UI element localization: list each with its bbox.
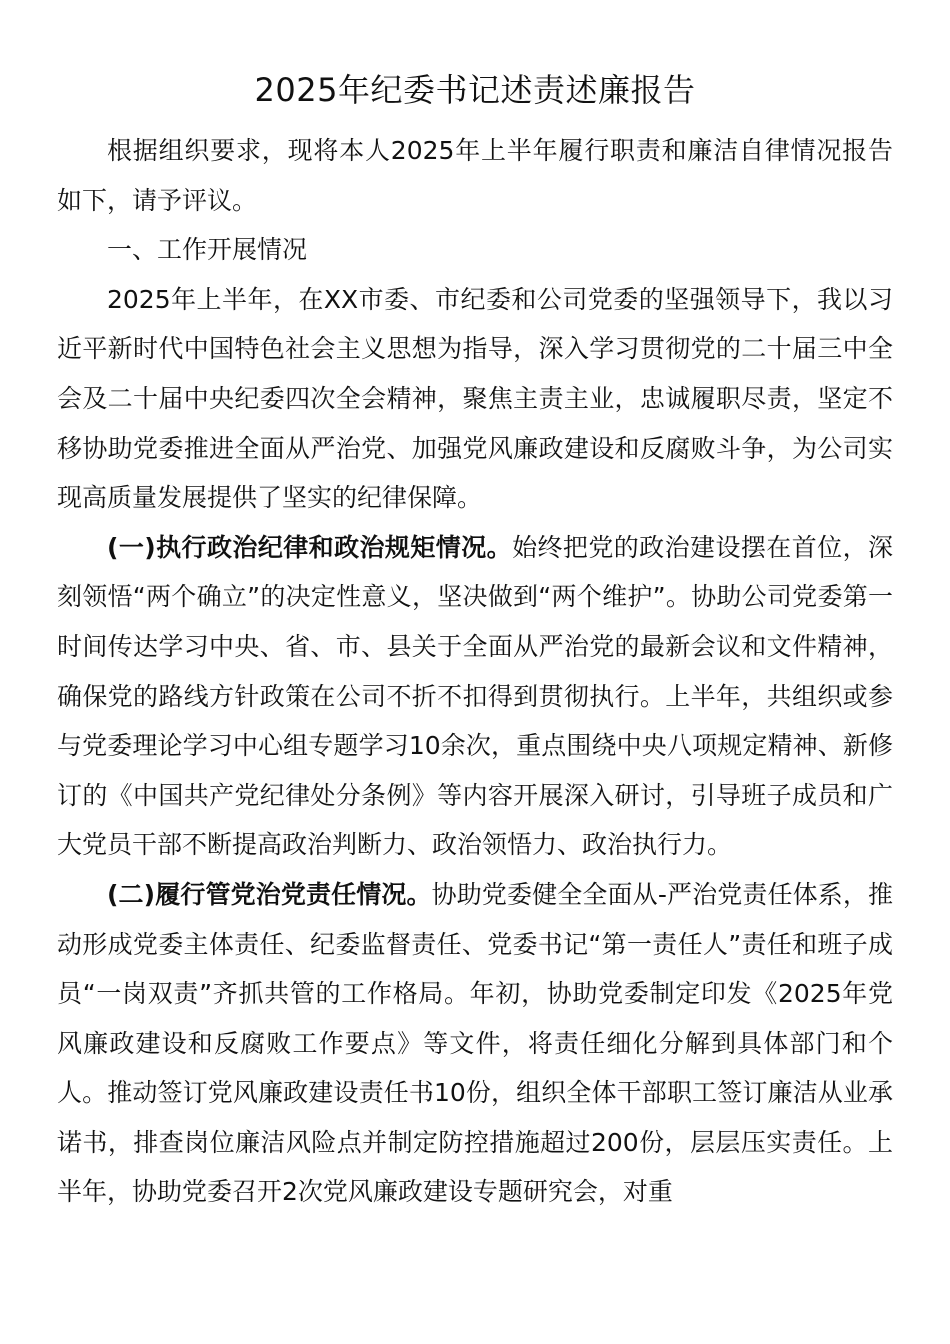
document-title: 2025年纪委书记述责述廉报告 bbox=[254, 71, 696, 109]
item-2-heading: (二)履行管党治党责任情况。 bbox=[107, 879, 432, 909]
item-2-paragraph bbox=[57, 870, 893, 1217]
item-2-body: 协助党委健全全面从-严治党责任体系，推动形成党委主体责任、纪委监督责任、党委书记“第一责任人”责任和班子成员“一岗双责”齐抓共管的工作格局。年初，协助党委制定印发《2025年党风廉政建设和反腐败工作要点》等文件，将责任细化分解到具体部门和个人。推动签订党风廉政建设责任书10份，组织全体干部职工签订廉洁从业承诺书，排查岗位廉洁风险点并制定防控措施超过200份，层层压实责任。上半年，协助党委召开2次党风廉政建设专题研究会，对重 bbox=[57, 879, 893, 1207]
item-1-paragraph bbox=[57, 523, 893, 870]
overview-paragraph: 2025年上半年，在XX市委、市纪委和公司党委的坚强领导下，我以习近平新时代中国特色社会主义思想为指导，深入学习贯彻党的二十届三中全会及二十届中央纪委四次全会精神，聚焦主责主业，忠诚履职尽责，坚定不移协助党委推进全面从严治党、加强党风廉政建设和反腐败斗争，为公司实现高质量发展提供了坚实的纪律保障。 bbox=[57, 284, 893, 513]
intro-paragraph: 根据组织要求，现将本人2025年上半年履行职责和廉洁自律情况报告如下，请予评议。 bbox=[57, 136, 893, 215]
section-heading: 一、工作开展情况 bbox=[107, 235, 308, 265]
item-1-body: 始终把党的政治建设摆在首位，深刻领悟“两个确立”的决定性意义，坚决做到“两个维护”。协助公司党委第一时间传达学习中央、省、市、县关于全面从严治党的最新会议和文件精神，确保党的路线方针政策在公司不折不扣得到贯彻执行。上半年，共组织或参与党委理论学习中心组专题学习10余次，重点围绕中央八项规定精神、新修订的《中国共产党纪律处分条例》等内容开展深入研讨，引导班子成员和广大党员干部不断提高政治判断力、政治领悟力、政治执行力。 bbox=[57, 532, 893, 860]
document-page bbox=[57, 62, 893, 1217]
item-1-heading: (一)执行政治纪律和政治规矩情况。 bbox=[107, 532, 513, 562]
